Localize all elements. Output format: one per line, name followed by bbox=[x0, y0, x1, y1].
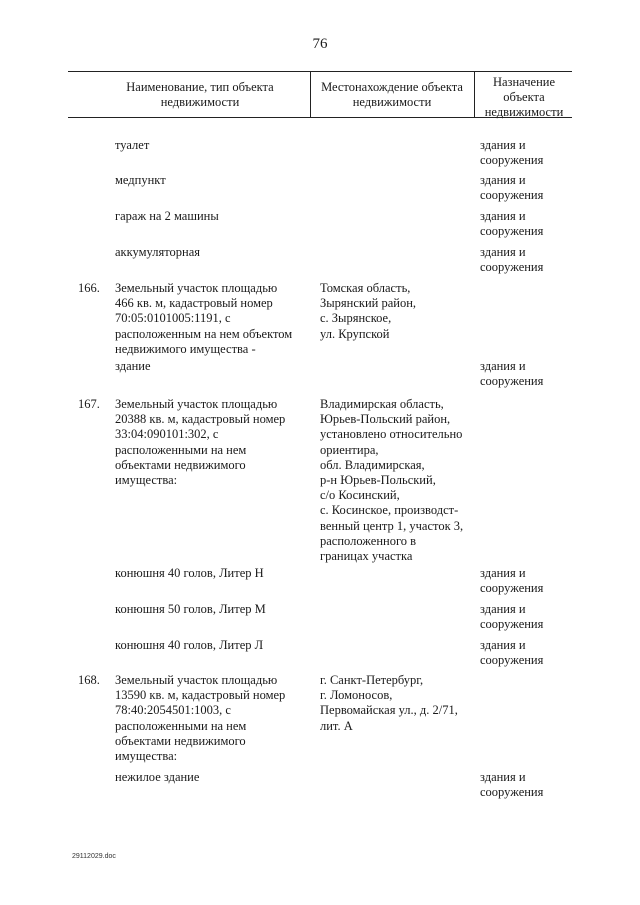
row-object-location: Владимирская область, Юрьев-Польский район, установлено относительно ориентира, обл. Владимирская, р-н Юрьев-Польский, с/о Косинский, с. Косинское, производст- венный центр 1, участок 3, расположенного в границах участка bbox=[320, 397, 464, 564]
row-object-location: Томская область, Зырянский район, с. Зырянское, ул. Крупской bbox=[320, 281, 417, 341]
row-object-name: гараж на 2 машины bbox=[115, 209, 219, 223]
row-object-purpose: здания и сооружения bbox=[480, 770, 544, 800]
row-object-purpose: здания и сооружения bbox=[480, 359, 544, 389]
row-object-purpose: здания и сооружения bbox=[480, 638, 544, 668]
header-separator bbox=[474, 71, 475, 117]
row-object-name: аккумуляторная bbox=[115, 245, 200, 259]
row-object-name: туалет bbox=[115, 138, 150, 152]
row-object-location: г. Санкт-Петербург, г. Ломоносов, Первомайская ул., д. 2/71, лит. А bbox=[320, 673, 458, 733]
row-object-purpose: здания и сооружения bbox=[480, 138, 544, 168]
row-object-name: Земельный участок площадью 466 кв. м, кадастровый номер 70:05:0101005:1191, с расположенным на нем объектом недвижимого имущества - bbox=[115, 281, 293, 356]
header-col-location: Местонахождение объекта недвижимости bbox=[321, 80, 463, 109]
row-object-name: конюшня 50 голов, Литер М bbox=[115, 602, 266, 616]
footer-filename: 29112029.doc bbox=[72, 853, 116, 860]
header-separator bbox=[310, 71, 311, 117]
header-col-purpose: Назначение объекта недвижимости bbox=[484, 75, 564, 119]
header-col-name: Наименование, тип объекта недвижимости bbox=[126, 80, 274, 109]
row-object-purpose: здания и сооружения bbox=[480, 602, 544, 632]
header-top-rule bbox=[68, 71, 572, 72]
row-object-name: конюшня 40 голов, Литер Л bbox=[115, 638, 264, 652]
row-object-name: Земельный участок площадью 13590 кв. м, кадастровый номер 78:40:2054501:1003, с расположенными на нем объектами недвижимого имущества: bbox=[115, 673, 286, 764]
row-object-name: медпункт bbox=[115, 173, 166, 187]
row-object-purpose: здания и сооружения bbox=[480, 209, 544, 239]
row-object-name: здание bbox=[115, 359, 151, 373]
row-object-purpose: здания и сооружения bbox=[480, 245, 544, 275]
row-object-purpose: здания и сооружения bbox=[480, 173, 544, 203]
row-object-name: конюшня 40 голов, Литер Н bbox=[115, 566, 264, 580]
page-number: 76 bbox=[312, 36, 328, 52]
row-object-name: нежилое здание bbox=[115, 770, 200, 784]
row-object-name: Земельный участок площадью 20388 кв. м, кадастровый номер 33:04:090101:302, с расположенными на нем объектами недвижимого имущества: bbox=[115, 397, 286, 488]
row-object-purpose: здания и сооружения bbox=[480, 566, 544, 596]
row-number: 168. bbox=[78, 673, 100, 687]
row-number: 166. bbox=[78, 281, 100, 295]
row-number: 167. bbox=[78, 397, 100, 411]
